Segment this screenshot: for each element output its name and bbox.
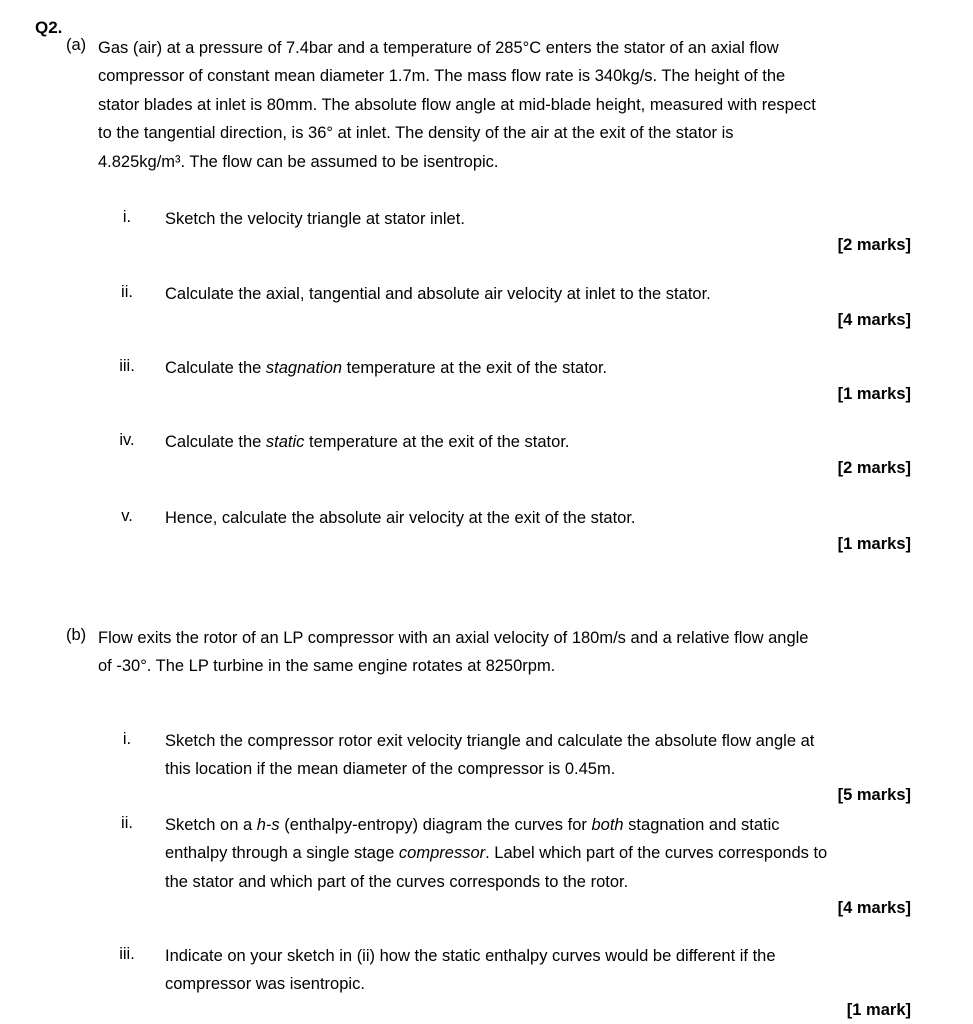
part-a-intro-line: compressor of constant mean diameter 1.7m. The mass flow rate is 340kg/s. The height of the [98, 67, 786, 86]
part-b-item-num: iii. [119, 945, 135, 963]
text-run: temperature at the exit of the stator. [342, 359, 608, 377]
part-a-item-marks: [2 marks] [837, 459, 911, 477]
part-b-item-line [165, 839, 827, 867]
text-run: Calculate the [165, 359, 266, 377]
part-b-item-line: this location if the mean diameter of the compressor is 0.45m. [165, 760, 616, 779]
part-a-item-text: Sketch the velocity triangle at stator inlet. [165, 210, 465, 228]
part-b-item-line: the stator and which part of the curves corresponds to the rotor. [165, 872, 629, 891]
part-a-item-marks: [1 marks] [837, 535, 911, 553]
emphasis-stagnation: stagnation [265, 359, 343, 377]
part-a-item-num: i. [122, 208, 132, 226]
part-b-intro [98, 624, 808, 681]
part-a-intro-line: 4.825kg/m³. The flow can be assumed to be isentropic. [98, 152, 499, 171]
part-a-item-num: v. [121, 507, 133, 525]
part-a-intro-line: stator blades at inlet is 80mm. The absolute flow angle at mid-blade height, measured with respect [98, 95, 816, 114]
part-a-intro-line: Gas (air) at a pressure of 7.4bar and a temperature of 285°C enters the stator of an axial flow [98, 39, 779, 57]
text-run: . Label which part of the curves corresponds to [485, 844, 828, 863]
question-title: Q2. [35, 18, 63, 37]
part-b-label: (b) [66, 626, 87, 644]
part-b-item-line: Indicate on your sketch in (ii) how the static enthalpy curves would be different if the [165, 947, 776, 965]
part-b-item-marks: [5 marks] [837, 786, 911, 804]
part-b-item-marks: [1 mark] [846, 1001, 911, 1019]
part-a-item-num: ii. [121, 283, 133, 301]
part-b-item-num: i. [122, 730, 132, 748]
text-run: Calculate the [165, 433, 266, 451]
part-b-item-line [165, 811, 827, 839]
part-a-item-marks: [4 marks] [837, 311, 911, 329]
part-b-intro-line: of -30°. The LP turbine in the same engine rotates at 8250rpm. [98, 657, 556, 676]
part-a-intro [98, 34, 816, 176]
emphasis-static: static [265, 433, 305, 451]
part-b-item-line: Sketch the compressor rotor exit velocity triangle and calculate the absolute flow angle at [165, 732, 815, 750]
emphasis-compressor: compressor [398, 844, 486, 863]
part-a-item-text [165, 354, 607, 382]
part-b-item-line: compressor was isentropic. [165, 975, 365, 994]
text-run: (enthalpy-entropy) diagram the curves for [279, 816, 592, 834]
part-a-item-text [165, 428, 570, 456]
part-b-item-num: ii. [121, 814, 133, 832]
text-run: enthalpy through a single stage [165, 844, 399, 863]
part-b-item-text [165, 811, 827, 896]
part-a-item-marks: [1 marks] [837, 385, 911, 403]
text-run: temperature at the exit of the stator. [304, 433, 570, 451]
part-b-item-text [165, 942, 776, 999]
part-a-item-text: Hence, calculate the absolute air velocity at the exit of the stator. [165, 509, 636, 527]
part-a-item-num: iv. [119, 431, 135, 449]
part-a-label: (a) [66, 36, 87, 54]
part-a-item-num: iii. [119, 357, 135, 375]
text-run: Sketch on a [165, 816, 257, 834]
emphasis-h-s: h-s [256, 816, 280, 834]
part-a-intro-line: to the tangential direction, is 36° at inlet. The density of the air at the exit of the stator is [98, 124, 734, 143]
part-b-item-marks: [4 marks] [837, 899, 911, 917]
emphasis-both: both [591, 816, 624, 834]
text-run: stagnation and static [623, 816, 780, 834]
part-a-item-text: Calculate the axial, tangential and absolute air velocity at inlet to the stator. [165, 285, 711, 303]
part-b-intro-line: Flow exits the rotor of an LP compressor with an axial velocity of 180m/s and a relative flow angle [98, 629, 809, 647]
part-b-item-text [165, 727, 814, 784]
part-a-item-marks: [2 marks] [837, 236, 911, 254]
